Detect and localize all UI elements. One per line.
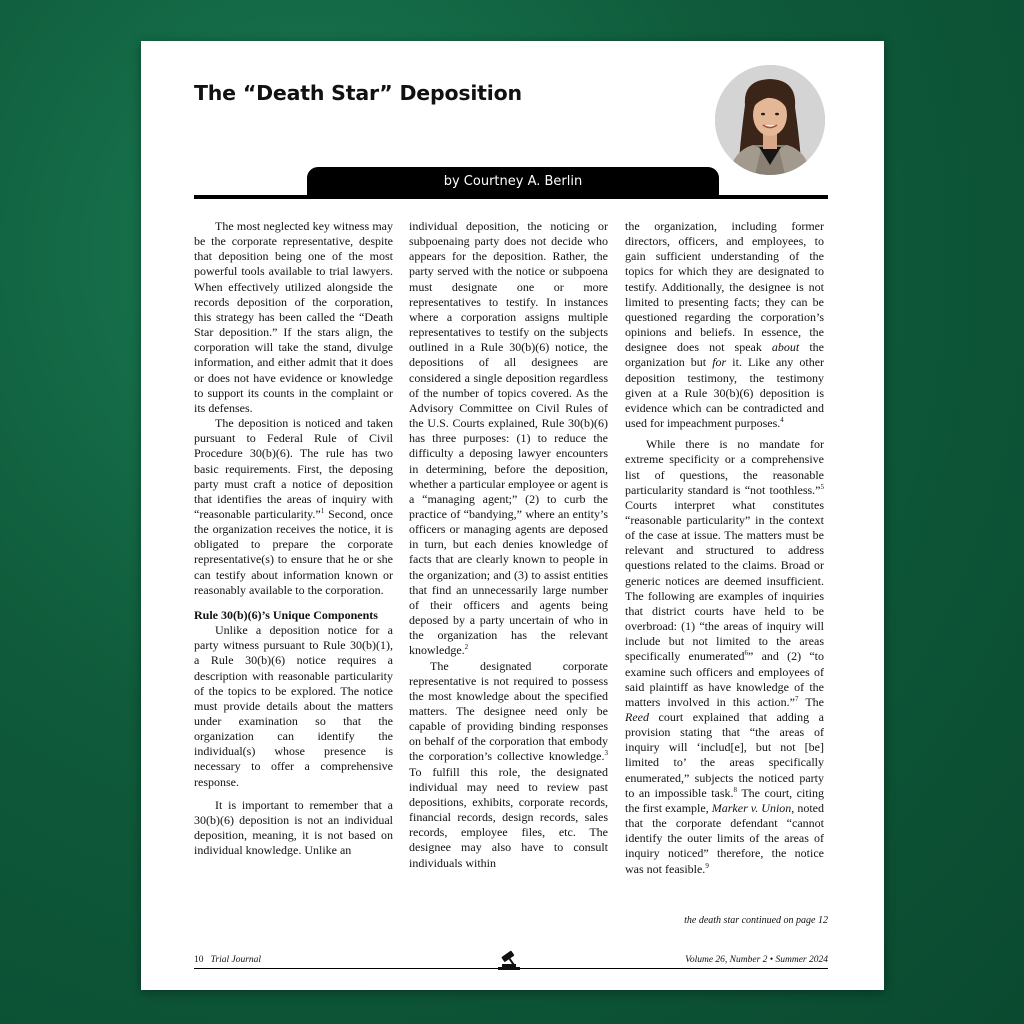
footnote-ref: 9	[705, 861, 709, 870]
footer-page-info	[194, 955, 261, 965]
text-column-2	[409, 219, 608, 941]
paragraph: While there is no mandate for extreme specificity or a comprehensive list of questions, the reasonable particularity standard is “not toothless.”$^5$ Courts interpret what constitutes “reasonable particularity” in the context of the case at issue. The matters must be relevant and structured to address questions related to the claims. Broad or generic notices are deemed insufficient. The following are examples of inquiries that district courts have held to be overbroad: (1) “the areas of inquiry will include but not limited to the areas specifically enumerated$^6$” and (2) “to examine such officers and employees of said plaintiff as have knowledge of the matters involved in this action.”$^7$ The Reed court explained that adding a provision stating that “the areas of inquiry will ‘includ[e], but not [be] limited to’ the areas specifically enumerated,” subjects the noticed party to an impossible task.$^8$ The court, citing the first example, Marker v. Union, noted that the corporate defendant “cannot identify the outer limits of the areas of inquiry noticed” therefore, the notice was not feasible.$^9$	[625, 437, 824, 876]
text-column-3	[625, 219, 824, 941]
magazine-page	[141, 41, 884, 990]
paragraph: The most neglected key witness may be the corporate representative, despite that deposition being one of the most powerful tools available to trial lawyers. When effectively utilized alongside the records deposition of the corporation, this strategy has been called the “Death Star deposition.” If the stars align, the corporation will take the stand, divulge information, and either admit that it does or does not have evidence or knowledge to support its counts in the complaint or its defenses.	[194, 219, 393, 415]
paragraph: individual deposition, the noticing or subpoenaing party does not decide who appears for the deposition. Rather, the party served with the notice or subpoena must designate one or more representatives to testify. In instances where a corporation assigns multiple representatives to testify on the subjects outlined in a Rule 30(b)(6) notice, the depositions of all designees are considered a single deposition regardless of the number of topics covered. As the Advisory Committee on Civil Rules of the U.S. Courts explained, Rule 30(b)(6) has three purposes: (1) to reduce the difficulty a deposing lawyer encounters in determining, before the deposition, whether a particular employee or agent is a “managing agent;” (2) to curb the practice of “bandying,” where an entity’s officers or managing agents are deposed in turn, but each denies knowledge of facts that are clearly known to people in the organization; and (3) to assist entities that find an unnecessarily large number of their officers and agents being deposed by a party uncertain of who in the organization has the relevant knowledge.$^2$	[409, 219, 608, 658]
publication-name: Trial Journal	[210, 955, 262, 965]
footnote-ref: 1	[320, 506, 325, 515]
paragraph: Unlike a deposition notice for a party witness pursuant to Rule 30(b)(1), a Rule 30(b)(6) notice requires a description with reasonable particularity of the topics to be explored. The notice must provide details about the matters under examination so that the organization can identify the individual(s) whose presence is necessary to offer a comprehensive response.	[194, 623, 393, 789]
page-number: 10	[194, 955, 204, 965]
header-rule	[194, 195, 828, 199]
paragraph: The deposition is noticed and taken pursuant to Federal Rule of Civil Procedure 30(b)(6). The rule has two basic requirements. First, the deposing party must craft a notice of deposition that identifies the areas of inquiry with “reasonable particularity.”$^1$ Second, once the organization receives the notice, it is obligated to prepare the corporate representative(s) to ensure that he or she can testify about information known or reasonably available to the corporation.	[194, 416, 393, 597]
footnote-ref: 3	[604, 749, 608, 758]
author-photo	[715, 65, 825, 175]
author-portrait-icon	[715, 65, 825, 175]
footnote-ref: 7	[794, 694, 799, 703]
footnote-ref: 4	[780, 416, 784, 425]
article-title: The “Death Star” Deposition	[194, 81, 522, 105]
section-heading: Rule 30(b)(6)’s Unique Components	[194, 607, 378, 622]
gavel-icon	[496, 949, 522, 971]
footnote-ref: 8	[733, 785, 738, 794]
footnote-ref: 6	[744, 649, 749, 658]
paragraph: The designated corporate representative is not required to possess the most knowledge about the specified matters. The designee need only be capable of providing binding responses on behalf of the corporation that embody the corporation’s collective knowledge.$^3$ To fulfill this role, the designated individual may need to review past depositions, exhibits, corporate records, financial records, design records, sales records, employee files, etc. The designee may also have to consult individuals within	[409, 658, 608, 870]
continued-note: the death star continued on page 12	[684, 915, 828, 926]
footnote-ref: 5	[820, 482, 824, 491]
paragraph: the organization, including former directors, officers, and employees, to gain sufficient understanding of the topics for which they are designated to testify. Additionally, the designee is not limited to presenting facts; they can be questioned regarding the corporation’s opinions and beliefs. In essence, the designee does not speak about the organization but for it. Like any other deposition testimony, the testimony given at a Rule 30(b)(6) deposition is evidence which can be contradicted and used for impeachment purposes.$^4$	[625, 219, 824, 431]
paragraph: It is important to remember that a 30(b)(6) deposition is not an individual deposition, meaning, it is not based on individual knowledge. Unlike an	[194, 797, 393, 858]
issue-info: Volume 26, Number 2 • Summer 2024	[685, 955, 828, 965]
footnote-ref: 2	[464, 643, 469, 652]
text-column-1	[194, 219, 393, 941]
author-byline: by Courtney A. Berlin	[443, 174, 583, 189]
